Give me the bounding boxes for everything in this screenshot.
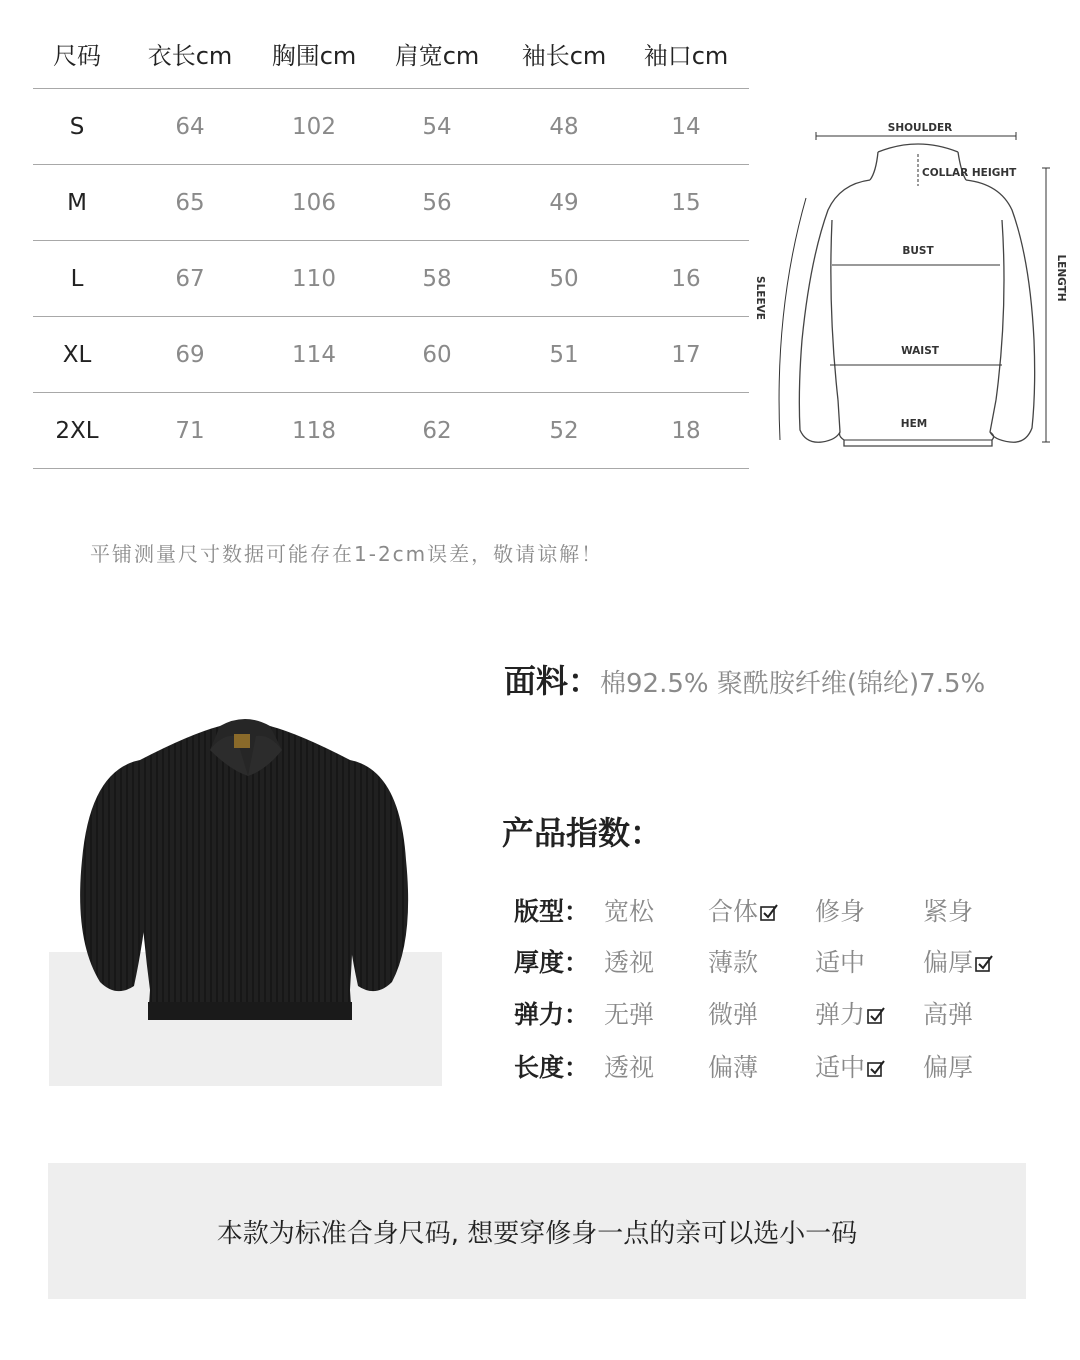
- index-option-checked: 弹力: [815, 995, 923, 1031]
- table-cell: 58: [422, 265, 452, 292]
- table-cell: 65: [175, 189, 205, 216]
- checkbox-checked-icon: [975, 955, 993, 973]
- size-table: [33, 18, 749, 469]
- measurement-diagram: [750, 110, 1080, 455]
- table-cell: 56: [422, 189, 452, 216]
- index-row-elasticity: [514, 995, 1023, 1031]
- index-row-thickness: [514, 943, 1023, 979]
- product-photo: [60, 690, 430, 1035]
- table-cell: 62: [422, 417, 452, 444]
- index-option: 高弹: [923, 1000, 974, 1029]
- size-cell: 2XL: [55, 417, 99, 444]
- index-row-label: 厚度：: [514, 948, 590, 977]
- index-option: 透视: [604, 1053, 655, 1082]
- table-cell: 110: [292, 265, 336, 292]
- fabric-value: 棉92.5% 聚酰胺纤维(锦纶)7.5%: [600, 669, 986, 699]
- size-cell: XL: [62, 341, 92, 368]
- table-cell: 16: [671, 265, 701, 292]
- checkbox-checked-icon: [760, 904, 778, 922]
- sweater-outline-diagram: [750, 110, 1080, 455]
- index-option: 薄款: [708, 948, 759, 977]
- table-cell: 49: [549, 189, 579, 216]
- size-advice-note: [48, 1163, 1026, 1299]
- table-cell: 15: [671, 189, 701, 216]
- index-option: 无弹: [604, 1000, 655, 1029]
- table-row: [33, 393, 749, 469]
- table-cell: 69: [175, 341, 205, 368]
- table-cell: 71: [175, 417, 205, 444]
- table-row: [33, 241, 749, 317]
- header-size: 尺码: [53, 41, 101, 70]
- table-cell: 51: [549, 341, 579, 368]
- table-cell: 50: [549, 265, 579, 292]
- table-cell: 14: [671, 113, 701, 140]
- index-option-checked: 偏厚: [923, 943, 1023, 979]
- table-row: [33, 317, 749, 393]
- table-cell: 48: [549, 113, 579, 140]
- table-cell: 102: [292, 113, 336, 140]
- table-cell: 114: [292, 341, 336, 368]
- size-cell: S: [69, 113, 85, 140]
- sweater-image: [60, 690, 430, 1035]
- label-shoulder: SHOULDER: [887, 122, 953, 134]
- fabric-info: [504, 656, 985, 702]
- fabric-label: 面料：: [504, 662, 601, 700]
- index-option: 偏厚: [923, 1053, 974, 1082]
- label-bust: BUST: [902, 245, 934, 257]
- header-cuff: 袖口cm: [643, 41, 729, 70]
- table-cell: 106: [292, 189, 336, 216]
- checkbox-checked-icon: [867, 1007, 885, 1025]
- table-cell: 67: [175, 265, 205, 292]
- header-length: 衣长cm: [147, 41, 233, 70]
- index-option: 修身: [815, 897, 866, 926]
- table-cell: 64: [175, 113, 205, 140]
- header-sleeve: 袖长cm: [521, 41, 607, 70]
- label-hem: HEM: [900, 418, 928, 430]
- index-option: 紧身: [923, 897, 974, 926]
- index-option: 适中: [815, 948, 866, 977]
- index-row-label: 弹力：: [514, 1000, 590, 1029]
- table-cell: 54: [422, 113, 452, 140]
- index-row-fit: [514, 892, 1023, 928]
- table-row: [33, 89, 749, 165]
- index-option: 透视: [604, 948, 655, 977]
- index-option: 偏薄: [708, 1053, 759, 1082]
- index-row-label: 长度：: [514, 1053, 590, 1082]
- brand-tag-icon: [234, 734, 250, 748]
- index-row-length: [514, 1048, 1023, 1084]
- index-option: 微弹: [708, 1000, 759, 1029]
- size-table-header: [33, 18, 749, 89]
- product-index-title: 产品指数：: [502, 814, 663, 852]
- table-row: [33, 165, 749, 241]
- measurement-note: 平铺测量尺寸数据可能存在1-2cm误差，敬请谅解！: [90, 542, 604, 566]
- table-cell: 52: [549, 417, 579, 444]
- index-option-checked: 适中: [815, 1048, 923, 1084]
- index-row-label: 版型：: [514, 897, 590, 926]
- label-length: LENGTH: [1055, 254, 1067, 302]
- header-bust: 胸围cm: [271, 41, 357, 70]
- label-waist: WAIST: [901, 345, 939, 357]
- header-shoulder: 肩宽cm: [394, 41, 480, 70]
- table-cell: 17: [671, 341, 701, 368]
- table-cell: 18: [671, 417, 701, 444]
- index-option: 宽松: [604, 897, 655, 926]
- label-sleeve: SLEEVE: [754, 276, 766, 320]
- checkbox-checked-icon: [867, 1060, 885, 1078]
- table-cell: 118: [292, 417, 336, 444]
- table-cell: 60: [422, 341, 452, 368]
- size-cell: L: [70, 265, 84, 292]
- size-cell: M: [67, 189, 87, 216]
- size-advice-text: 本款为标准合身尺码, 想要穿修身一点的亲可以选小一码: [216, 1218, 858, 1249]
- index-option-checked: 合体: [708, 892, 815, 928]
- label-collar-height: COLLAR HEIGHT: [922, 167, 1017, 179]
